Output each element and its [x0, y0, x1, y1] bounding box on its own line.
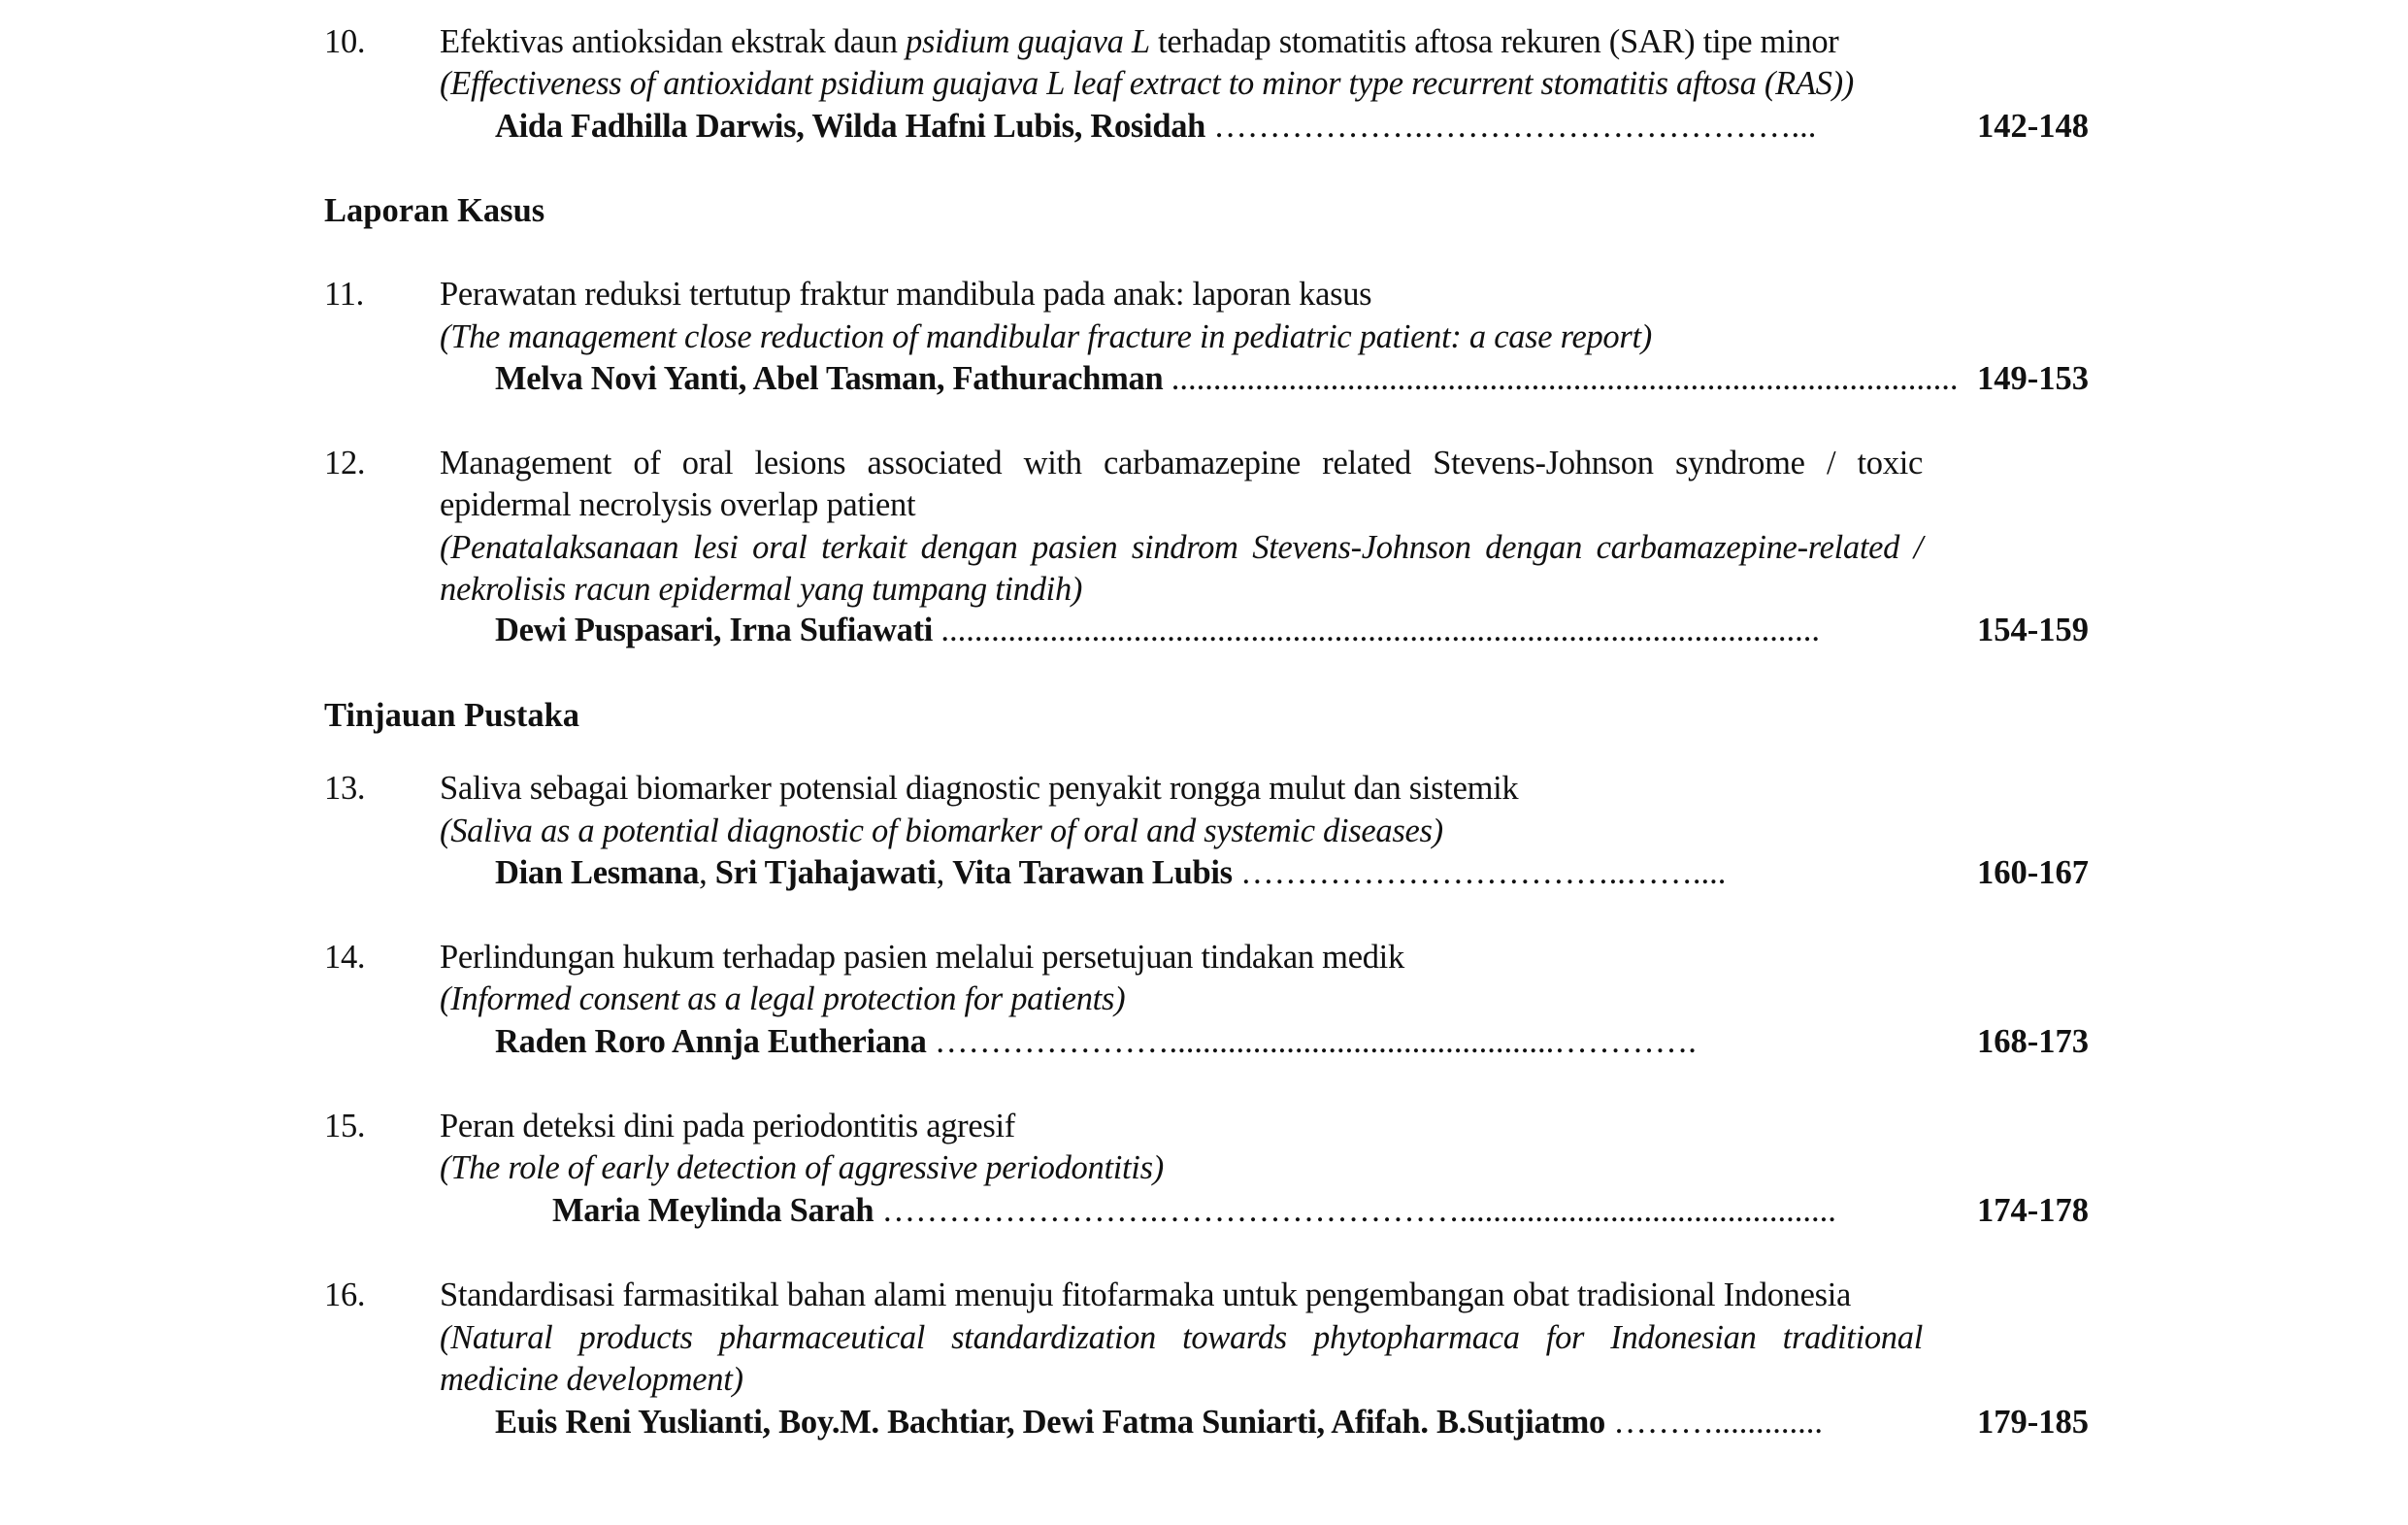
- entry-title-continued: epidermal necrolysis overlap patient: [440, 486, 916, 523]
- title-italic-text: psidium guajava L: [906, 23, 1150, 60]
- entry-pages: 149-153: [1977, 360, 2089, 397]
- authors-text: Dewi Puspasari, Irna Sufiawati: [495, 612, 934, 648]
- entry-pages: 160-167: [1977, 854, 2089, 891]
- title-text: terhadap stomatitis aftosa rekuren (SAR) tipe minor: [1149, 23, 1839, 60]
- entry-translation: (Saliva as a potential diagnostic of biomarker of oral and systemic diseases): [440, 812, 1443, 849]
- entry-translation: (The role of early detection of aggressive periodontitis): [440, 1149, 1164, 1186]
- entry-number: 11.: [324, 276, 364, 313]
- author-separator: ,: [699, 854, 715, 891]
- entry-title: Perlindungan hukum terhadap pasien melalui persetujuan tindakan medik: [440, 939, 1404, 976]
- entry-title: Saliva sebagai biomarker potensial diagnostic penyakit rongga mulut dan sistemik: [440, 770, 1519, 807]
- authors-text: Euis Reni Yuslianti, Boy.M. Bachtiar, Dewi Fatma Suniarti, Afifah. B.Sutjiatmo: [495, 1404, 1605, 1441]
- authors-text: Maria Meylinda Sarah: [552, 1192, 874, 1229]
- entry-number: 15.: [324, 1108, 366, 1144]
- entry-title: [440, 20, 1838, 63]
- leader-dots: ……….............: [1613, 1404, 1823, 1441]
- entry-pages: 154-159: [1977, 612, 2089, 648]
- entry-title: Peran deteksi dini pada periodontitis agresif: [440, 1108, 1015, 1144]
- leader-dots: …………………….……………………….............................................: [881, 1192, 1836, 1229]
- authors-text: Aida Fadhilla Darwis, Wilda Hafni Lubis, Rosidah: [495, 108, 1206, 145]
- entry-title: Standardisasi farmasitikal bahan alami menuju fitofarmaka untuk pengembangan obat tradisional Indonesia: [440, 1276, 1852, 1313]
- entry-translation-continued: medicine development): [440, 1361, 743, 1398]
- entry-authors: [495, 609, 1820, 651]
- authors-text: Melva Novi Yanti, Abel Tasman, Fathurachman: [495, 360, 1164, 397]
- entry-pages: 168-173: [1977, 1023, 2089, 1060]
- entry-translation: (Informed consent as a legal protection for patients): [440, 980, 1126, 1017]
- entry-translation: (Natural products pharmaceutical standardization towards phytopharmaca for Indonesian traditional: [440, 1319, 1923, 1356]
- entry-number: 12.: [324, 445, 366, 481]
- entry-authors: [495, 1401, 1823, 1443]
- entry-number: 13.: [324, 770, 366, 807]
- entry-number: 16.: [324, 1276, 366, 1313]
- author-name: Vita Tarawan Lubis: [952, 854, 1233, 891]
- title-text: Efektivas antioksidan ekstrak daun: [440, 23, 907, 60]
- entry-translation: (Penatalaksanaan lesi oral terkait dengan pasien sindrom Stevens-Johnson dengan carbamazepine-related /: [440, 529, 1923, 566]
- entry-translation-continued: nekrolisis racun epidermal yang tumpang tindih): [440, 571, 1083, 608]
- authors-text: Raden Roro Annja Eutheriana: [495, 1023, 927, 1060]
- author-separator: ,: [936, 854, 953, 891]
- leader-dots: …………………..............................................………….: [934, 1023, 1697, 1060]
- entry-authors: [495, 105, 1816, 148]
- entry-pages: 179-185: [1977, 1404, 2089, 1441]
- leader-dots: .........................................................................................................: [940, 612, 1820, 648]
- entry-authors: [495, 1020, 1697, 1063]
- section-heading: Laporan Kasus: [324, 192, 545, 229]
- leader-dots: ……………….……………………………...: [1213, 108, 1817, 145]
- entry-title: Management of oral lesions associated with carbamazepine related Stevens-Johnson syndrome / toxic: [440, 445, 1923, 481]
- entry-pages: 174-178: [1977, 1192, 2089, 1229]
- section-heading: Tinjauan Pustaka: [324, 697, 580, 734]
- leader-dots: ..............................................................................................: [1171, 360, 1959, 397]
- entry-title: Perawatan reduksi tertutup fraktur mandibula pada anak: laporan kasus: [440, 276, 1372, 313]
- entry-number: 10.: [324, 23, 366, 60]
- author-name: Dian Lesmana: [495, 854, 700, 891]
- entry-authors: [495, 357, 1958, 400]
- entry-pages: 142-148: [1977, 108, 2089, 145]
- leader-dots: ……………………………..……....: [1240, 854, 1727, 891]
- author-name: Sri Tjahajawati: [714, 854, 937, 891]
- entry-authors: [495, 851, 1726, 894]
- entry-translation: (Effectiveness of antioxidant psidium guajava L leaf extract to minor type recurrent stomatitis aftosa (RAS)): [440, 65, 1854, 102]
- entry-translation: (The management close reduction of mandibular fracture in pediatric patient: a case report): [440, 318, 1652, 355]
- entry-authors: [552, 1189, 1836, 1232]
- entry-number: 14.: [324, 939, 366, 976]
